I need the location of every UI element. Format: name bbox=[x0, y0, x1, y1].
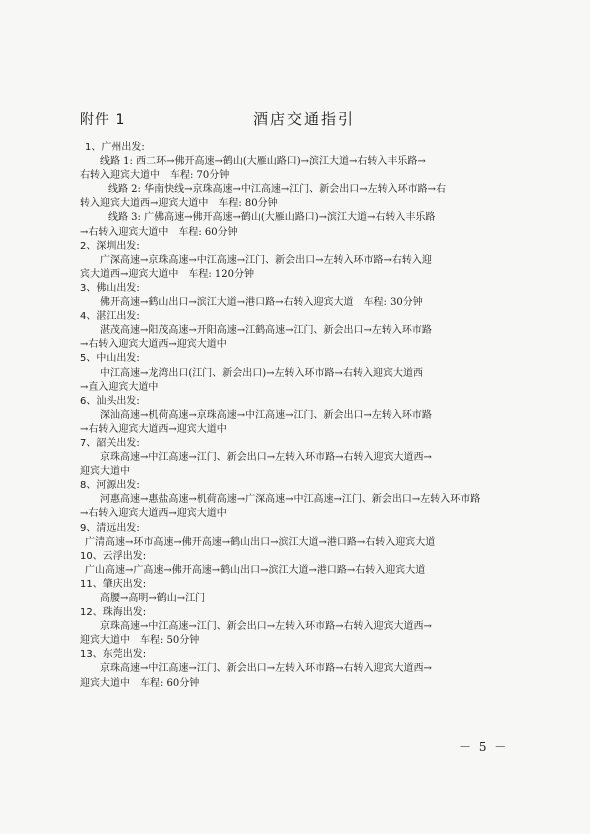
route-line: 线路 2: 华南快线→京珠高速→中江高速→江门、新会出口→左转入环市路→右 bbox=[108, 184, 446, 196]
section-heading: 3、佛山出发: bbox=[80, 282, 140, 294]
section-heading: 8、河源出发: bbox=[80, 480, 140, 492]
section-heading: 13、东莞出发: bbox=[80, 649, 147, 661]
route-line: 转入迎宾大道西→迎宾大道中 车程: 80分钟 bbox=[80, 198, 278, 210]
route-line: 迎宾大道中 车程: 50分钟 bbox=[80, 635, 200, 647]
route-line: 线路 1: 西二环→佛开高速→鹤山(大雁山路口)→滨江大道→右转入丰乐路→ bbox=[100, 156, 426, 168]
route-line: 迎宾大道中 bbox=[80, 466, 130, 478]
route-line: 迎宾大道中 车程: 60分钟 bbox=[80, 677, 200, 689]
section-heading: 12、珠海出发: bbox=[80, 607, 147, 619]
route-line: 高腰→高明→鹤山→江门 bbox=[100, 593, 206, 604]
section-heading: 2、深圳出发: bbox=[80, 240, 140, 252]
directions-list bbox=[80, 141, 520, 691]
route-line: →右转入迎宾大道中 车程: 60分钟 bbox=[80, 226, 238, 238]
section-heading: 10、云浮出发: bbox=[80, 550, 147, 562]
section-heading: 7、韶关出发: bbox=[80, 437, 140, 449]
route-line: 京珠高速→中江高速→江门、新会出口→左转入环市路→右转入迎宾大道西→ bbox=[100, 452, 432, 464]
attachment-label: 附件 1 bbox=[80, 112, 126, 128]
route-line: 京珠高速→中江高速→江门、新会出口→左转入环市路→右转入迎宾大道西→ bbox=[100, 663, 432, 675]
route-line: 河惠高速→惠盐高速→机荷高速→广深高速→中江高速→江门、新会出口→左转入环市路 bbox=[100, 494, 481, 506]
route-line: →右转入迎宾大道西→迎宾大道中 bbox=[80, 423, 227, 435]
route-line: 右转入迎宾大道中 车程: 70分钟 bbox=[80, 170, 230, 182]
route-line: 线路 3: 广佛高速→佛开高速→鹤山(大雁山路口)→滨江大道→右转入丰乐路 bbox=[108, 212, 436, 224]
section-heading: 9、清远出发: bbox=[80, 522, 140, 534]
route-line: →右转入迎宾大道西→迎宾大道中 bbox=[80, 339, 227, 351]
section-heading: 4、湛江出发: bbox=[80, 311, 140, 323]
route-line: 广清高速→环市高速→佛开高速→鹤山出口→滨江大道→港口路→右转入迎宾大道 bbox=[85, 536, 436, 548]
route-line: 宾大道西→迎宾大道中 车程: 120分钟 bbox=[80, 268, 255, 280]
section-heading: 6、汕头出发: bbox=[80, 395, 140, 407]
route-line: →直入迎宾大道中 bbox=[80, 381, 159, 393]
route-line: 深汕高速→机荷高速→京珠高速→中江高速→江门、新会出口→左转入环市路 bbox=[100, 409, 432, 421]
route-line: 广深高速→京珠高速→中江高速→江门、新会出口→左转入环市路→右转入迎 bbox=[100, 254, 432, 266]
section-heading: 1、广州出发: bbox=[85, 142, 145, 153]
route-line: 京珠高速→中江高速→江门、新会出口→左转入环市路→右转入迎宾大道西→ bbox=[100, 621, 432, 633]
route-line: 湛茂高速→阳茂高速→开阳高速→江鹤高速→江门、新会出口→左转入环市路 bbox=[100, 325, 432, 337]
section-heading: 5、中山出发: bbox=[80, 353, 140, 365]
page-number: － 5 － bbox=[459, 740, 509, 754]
route-line: →右转入迎宾大道西→迎宾大道中 bbox=[80, 508, 227, 520]
section-heading: 11、肇庆出发: bbox=[80, 578, 147, 590]
page-title: 酒店交通指引 bbox=[253, 110, 356, 128]
route-line: 广山高速→广高速→佛开高速→鹤山出口→滨江大道→港口路→右转入迎宾大道 bbox=[85, 564, 426, 576]
route-line: 中江高速→龙湾出口(江门、新会出口)→左转入环市路→右转入迎宾大道西 bbox=[100, 367, 423, 379]
route-line: 佛开高速→鹤山出口→滨江大道→港口路→右转入迎宾大道 车程: 30分钟 bbox=[100, 297, 423, 309]
